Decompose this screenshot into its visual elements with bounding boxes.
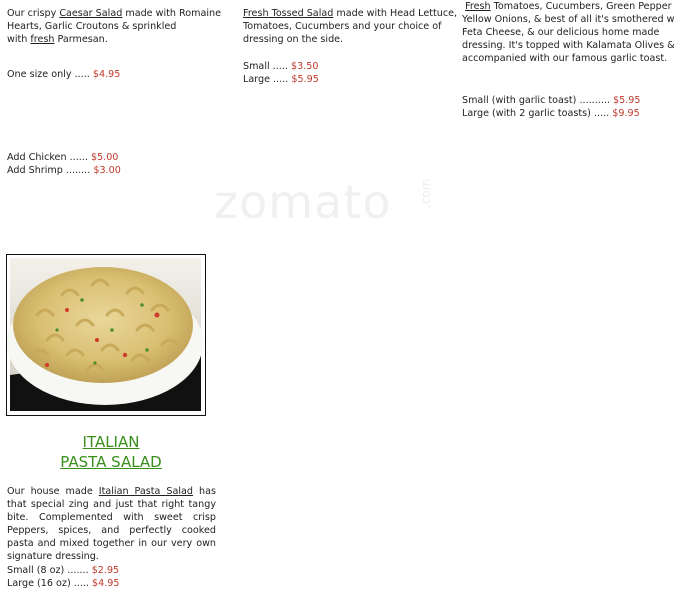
tossed-large-price: Large ..... $5.95 [243, 74, 319, 85]
zomato-watermark-suffix: .com [419, 178, 433, 208]
price: $5.95 [291, 74, 319, 85]
price: $5.00 [90, 152, 119, 163]
heading-line2: PASTA SALAD [60, 453, 162, 471]
price: $4.95 [92, 578, 120, 589]
caesar-salad-section [7, 7, 227, 46]
greek-desc-line4: dressing. It's topped with Kalamata Olives & [462, 40, 675, 51]
price: $3.00 [93, 165, 121, 176]
caesar-desc-line1: Our crispy Caesar Salad made with Romaine [7, 8, 221, 19]
greek-small-price: Small (with garlic toast) .......... $5.95 [462, 95, 641, 106]
caesar-add-shrimp: Add Shrimp ........ $3.00 [7, 165, 121, 176]
caesar-salad-link[interactable]: Caesar Salad [59, 8, 123, 19]
fresh-link[interactable]: Fresh [465, 1, 491, 12]
caesar-add-chicken: Add Chicken ...... $5.00 [7, 152, 119, 163]
tossed-salad-section [243, 7, 458, 46]
tossed-desc-line3: dressing on the side. [243, 34, 344, 45]
fresh-link[interactable]: fresh [30, 34, 55, 45]
greek-desc-line1: Fresh Tomatoes, Cucumbers, Green Pepper [465, 1, 672, 12]
pasta-large-price: Large (16 oz) ..... $4.95 [7, 578, 120, 589]
greek-desc-line5: accompanied with our famous garlic toast. [462, 53, 668, 64]
caesar-size-price: One size only ..... $4.95 [7, 69, 121, 80]
price: $3.50 [291, 61, 319, 72]
greek-desc-line3: Feta Cheese, & our delicious home made [462, 27, 660, 38]
fresh-tossed-salad-link[interactable]: Fresh Tossed Salad [243, 8, 334, 19]
pasta-bowl-image [7, 255, 204, 414]
italian-pasta-salad-link[interactable]: Italian Pasta Salad [98, 486, 194, 497]
price: $2.95 [91, 565, 120, 576]
heading-line1: ITALIAN [82, 433, 140, 451]
greek-salad-section [462, 0, 675, 65]
caesar-desc-line3: with fresh Parmesan. [7, 34, 108, 45]
greek-large-price: Large (with 2 garlic toasts) ..... $9.95 [462, 108, 640, 119]
caesar-desc-line2: Hearts, Garlic Croutons & sprinkled [7, 21, 177, 32]
greek-desc-line2: Yellow Onions, & best of all it's smothered w [462, 14, 675, 25]
price: $4.95 [92, 69, 121, 80]
price: $9.95 [612, 108, 640, 119]
tossed-desc-line1: Fresh Tossed Salad made with Head Lettuce, [243, 8, 458, 19]
pasta-description: Our house made Italian Pasta Salad has that special zing and just that right tangy bite. Complemented with sweet crisp Peppers, spices, and perfectly cooked pasta and mixed together in our very own signature dressing. [7, 486, 216, 562]
price: $5.95 [613, 95, 641, 106]
tossed-desc-line2: Tomatoes, Cucumbers and your choice of [243, 21, 442, 32]
pasta-salad-photo [6, 254, 206, 416]
tossed-small-price: Small ..... $3.50 [243, 61, 319, 72]
pasta-small-price: Small (8 oz) ....... $2.95 [7, 565, 120, 576]
pasta-salad-heading [6, 432, 216, 472]
zomato-watermark: zomato [214, 175, 392, 229]
